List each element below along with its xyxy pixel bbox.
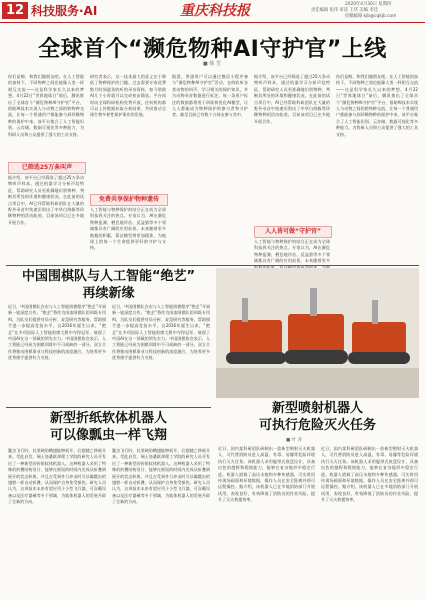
main-col-7: 人工智能与物种保护的结合正在成为全球科技界关注的热点。专家认为，AI在濒危物种监测、栖息地评估、反盗猎等多个领域都具有广阔的应用前景。未来随着更多 [254, 239, 330, 264]
editor-line: 责任编辑 张伟 审读 王华 美编 李佳 [311, 8, 378, 13]
main-byline: ■ 韩 雪 [203, 61, 221, 67]
go-body-col-2: 近日，中国围棋队宣布与人工智能围棋程序“绝艺”开展新一轮深度合作。“绝艺”将作为国家围棋队的训练专用AI，为队员们提供对局分析、复盘研究等服务，帮助棋手进一步提高竞技水平。自2016年诞生以来，“绝艺”在多项国际人工智能围棋大赛中夺得冠军，展现了中国AI在这一领域的领先实力。中国围棋协会表示，人工智能已经成为围棋训练中不可或缺的一部分，双方合作将推动围棋事业与科技创新的深度融合，为培养更多优秀棋手提供有力支持。 [112, 304, 210, 361]
subhead-share: 免费共享保护物种遗传 [90, 194, 168, 206]
email-line: 投稿邮箱 kjb@cqkjb.com [345, 14, 397, 19]
main-col-2: 据介绍，该平台已经筛选了超过25万条动物叫声样本，通过机器学习分析声纹特征，帮助研究人员更准确地识别物种、判断其所处的环境和健康状况。在此前的试点项目中，AI已经帮助科研团队在大量的野外录音中快速识别出了中华白海豚等珍稀物种的活动轨迹。目前该项目已在多地开展合作。 [8, 175, 84, 225]
bottom-left-divider [6, 407, 211, 408]
fire-robot-body-col-2: 近日，国内某科研团队研制出一款新型喷射灭火机器人，可代替消防员进入高温、有毒、易爆等危险环境执行灭火任务。该机器人采用履带式底盘设计，具备出色的越野和爬坡能力，能够在复杂地形中稳定行进。机器人搭载了高压水炮和多种传感器，可实时回传现场画面和环境数据，操作人员在安全距离外即可远程操控。据介绍，该机器人已在多地消防部门开展试用，表现良好，有效降低了消防员的作业风险，提升了灭火救援效率。 [321, 446, 418, 503]
main-col-1: 你们是鲸、和我们做朋友吧。在人工智能的加持下，不同物种之间也能像人类一样相互交流——这是科学家长久以来的梦想。4月22日“世界地球日”前后，腾讯推出了全球首个“濒危物种AI守护官”平台，借助AI技术实现人与动物之间的跨物种交流，让每一个普通用户都能参与到珍稀物种的保护中来。该平台集合了人工智能识别、云存储、数据可视化等多种能力，为科研人员和公众提供了强大的工具支持。 [8, 74, 84, 137]
origami-body-col-1: 瓢虫飞行时，其坚硬的鞘翅能够展开，后翅随之伸展开来。受此启发，瑞士洛桑联邦理工学院的研究人员开发出了一种新型的折纸软体机器人。这种机器人采用了特殊的折叠结构设计，能够在极短的时间内完成从折叠到展开的状态转换，并且在受到外力冲击时可以像瓢虫的翅膀一样自动折叠，从而保护自身免受损伤。研究人员认为，这项技术未来有望应用于小型飞行器、可穿戴设备以及医疗器械等多个领域，为软体机器人的发展开辟了全新的方向。 [8, 448, 106, 505]
origami-body-col-2: 瓢虫飞行时，其坚硬的鞘翅能够展开，后翅随之伸展开来。受此启发，瑞士洛桑联邦理工学院的研究人员开发出了一种新型的折纸软体机器人。这种机器人采用了特殊的折叠结构设计，能够在极短的时间内完成从折叠到展开的状态转换，并且在受到外力冲击时可以像瓢虫的翅膀一样自动折叠，从而保护自身免受损伤。研究人员认为，这项技术未来有望应用于小型飞行器、可穿戴设备以及医疗器械等多个领域，为软体机器人的发展开辟了全新的方向。 [112, 448, 210, 505]
subhead-guardian: 人人皆可做“守护官” [254, 226, 332, 238]
go-headline-line1: 中国围棋队与人工智能“绝艺” [21, 269, 196, 284]
fire-robot-headline-line1: 新型喷射机器人 [271, 401, 363, 416]
fire-robot-headline-line2: 可执行危险灭火任务 [258, 418, 376, 433]
section-title: 科技服务·AI [31, 4, 98, 18]
main-col-6: 据介绍，该平台已经筛选了超过25万条动物叫声样本，通过机器学习分析声纹特征，帮助研究人员更准确地识别物种、判断其所处的环境和健康状况。在此前的试点项目中，AI已经帮助科研团队在大量的野外录音中快速识别出了中华白海豚等珍稀物种的活动轨迹。目前该项目已在多地开展合作。 [254, 74, 330, 124]
page-number: 12 [2, 2, 28, 19]
go-headline-line2: 再续新缘 [82, 286, 135, 301]
subhead-samples: 已筛选25万条叫声 [8, 162, 86, 174]
robot-photo [216, 268, 419, 398]
go-body-col-1: 近日，中国围棋队宣布与人工智能围棋程序“绝艺”开展新一轮深度合作。“绝艺”将作为国家围棋队的训练专用AI，为队员们提供对局分析、复盘研究等服务，帮助棋手进一步提高竞技水平。自2016年诞生以来，“绝艺”在多项国际人工智能围棋大赛中夺得冠军，展现了中国AI在这一领域的领先实力。中国围棋协会表示，人工智能已经成为围棋训练中不可或缺的一部分，双方合作将推动围棋事业与科技创新的深度融合，为培养更多优秀棋手提供有力支持。 [8, 304, 106, 361]
fire-robot-byline: ■ 叶 青 [286, 438, 303, 443]
main-headline: 全球首个“濒危物种AI守护官”上线 [38, 37, 387, 62]
date-line: 2020年4月30日 星期四 [345, 2, 392, 7]
newspaper-logo: 重庆科技报 [180, 3, 250, 19]
main-col-4: 人工智能与物种保护的结合正在成为全球科技界关注的热点。专家认为，AI在濒危物种监测、栖息地评估、反盗猎等多个领域都具有广阔的应用前景。未来随着更多数据的积累，算法模型将更加精准，为地球上的每一个生命提供更好的守护与支持。 [90, 207, 166, 251]
origami-headline-line2: 可以像瓢虫一样飞翔 [49, 428, 167, 443]
main-col-5: 据悉，普通用户可以通过微信小程序参与“濒危物种AI守护官”活动，在线收听各类动物的叫声，学习相关的保护知识，并为动物录音数据进行标注。每一条用户标注的数据都将用于训练和优化AI模型，让人人都能成为物种保护的参与者和守护者。截至目前已有数十万网友参与其中。 [172, 74, 248, 118]
fire-robot-body-col-1: 近日，国内某科研团队研制出一款新型喷射灭火机器人，可代替消防员进入高温、有毒、易爆等危险环境执行灭火任务。该机器人采用履带式底盘设计，具备出色的越野和爬坡能力，能够在复杂地形中稳定行进。机器人搭载了高压水炮和多种传感器，可实时回传现场画面和环境数据，操作人员在安全距离外即可远程操控。据介绍，该机器人已在多地消防部门开展试用，表现良好，有效降低了消防员的作业风险，提升了灭火救援效率。 [218, 446, 315, 503]
section-divider [6, 265, 419, 266]
main-col-3: 研究者表示，这一技术最大的意义在于降低了物种保护的门槛。过去需要专家花费数月时间逐条收听的录音资料，如今借助AI几个小时就可以完成初步筛选。平台同时向全球科研机构免费开放，任何机构都可以上传数据获取分析结果，共同推动全球生物多样性保护事业的发展。 [90, 74, 166, 118]
robot-illustration [216, 268, 419, 398]
main-col-8: 你们是鲸、和我们做朋友吧。在人工智能的加持下，不同物种之间也能像人类一样相互交流——这是科学家长久以来的梦想。4月22日“世界地球日”前后，腾讯推出了全球首个“濒危物种AI守护官”平台，借助AI技术实现人与动物之间的跨物种交流，让每一个普通用户都能参与到珍稀物种的保护中来。该平台集合了人工智能识别、云存储、数据可视化等多种能力，为科研人员和公众提供了强大的工具支持。 [336, 74, 418, 137]
origami-headline-line1: 新型折纸软体机器人 [49, 411, 167, 426]
